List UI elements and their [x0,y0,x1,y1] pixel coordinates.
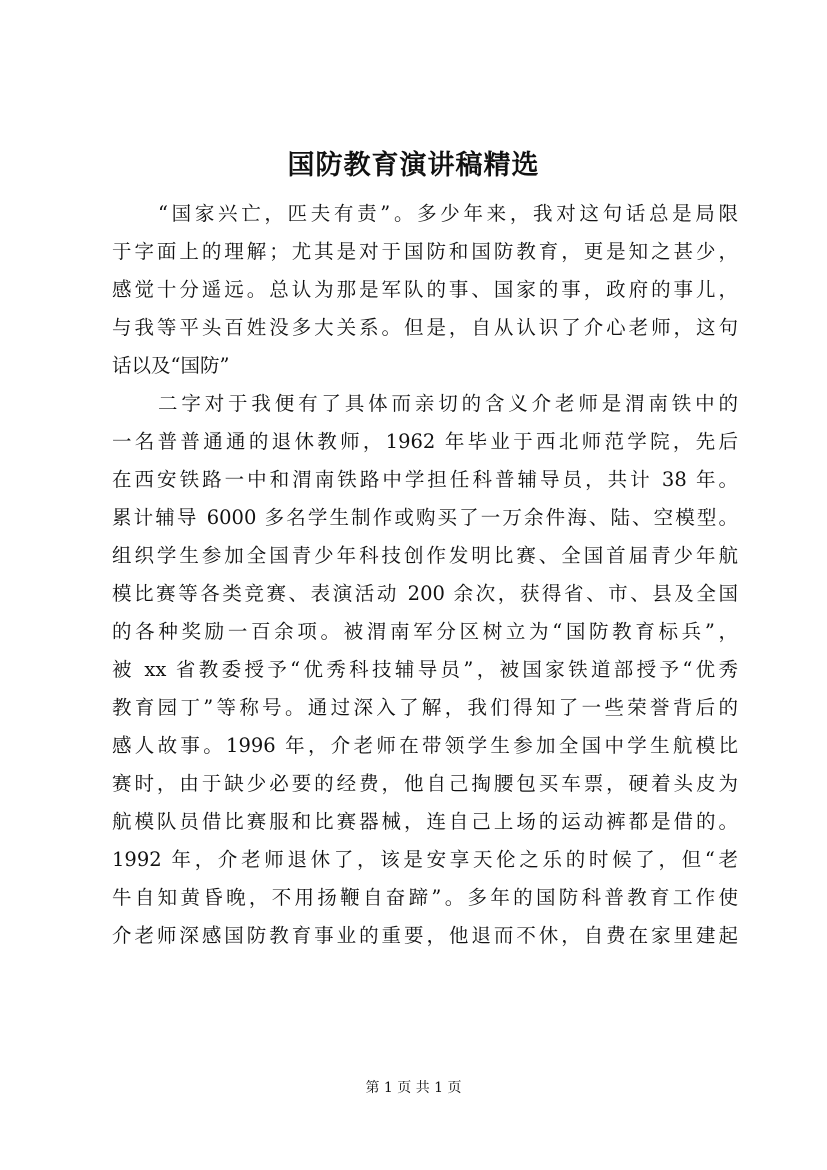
document-body [112,195,738,955]
paragraph-2-line-8: 被 xx 省教委授予“优秀科技辅导员”，被国家铁道部授予“优秀 [112,658,738,681]
paragraph-2-line-5: 组织学生参加全国青少年科技创作发明比赛、全国首届青少年航 [112,544,738,567]
paragraph-1-line-2: 于字面上的理解；尤其是对于国防和国防教育，更是知之甚少， [112,240,738,263]
page-footer: 第 1 页 共 1 页 [365,1080,462,1096]
paragraph-2-line-13: 1992 年，介老师退休了，该是安享天伦之乐的时候了，但“老 [112,848,738,871]
paragraph-2-line-14: 牛自知黄昏晚，不用扬鞭自奋蹄”。多年的国防科普教育工作使 [112,886,738,909]
paragraph-2-line-3: 在西安铁路一中和渭南铁路中学担任科普辅导员，共计 38 年。 [112,468,738,491]
paragraph-1-line-1: “国家兴亡，匹夫有责”。多少年来，我对这句话总是局限 [158,202,738,225]
paragraph-2-line-15: 介老师深感国防教育事业的重要，他退而不休，自费在家里建起 [112,924,738,947]
paragraph-2-line-4: 累计辅导 6000 多名学生制作或购买了一万余件海、陆、空模型。 [112,506,738,529]
paragraph-1-line-5: 话以及“国防” [112,354,230,377]
paragraph-2-line-9: 教育园丁”等称号。通过深入了解，我们得知了一些荣誉背后的 [112,696,738,719]
paragraph-2-line-11: 赛时，由于缺少必要的经费，他自己掏腰包买车票，硬着头皮为 [112,772,738,795]
paragraph-2-line-7: 的各种奖励一百余项。被渭南军分区树立为“国防教育标兵”， [112,620,738,643]
paragraph-2-line-1: 二字对于我便有了具体而亲切的含义介老师是渭南铁中的 [158,392,738,415]
paragraph-2-line-10: 感人故事。1996 年，介老师在带领学生参加全国中学生航模比 [112,734,738,757]
paragraph-1-line-4: 与我等平头百姓没多大关系。但是，自从认识了介心老师，这句 [112,316,738,339]
document-title: 国防教育演讲稿精选 [287,150,540,181]
paragraph-1-line-3: 感觉十分遥远。总认为那是军队的事、国家的事，政府的事儿， [112,278,738,301]
paragraph-2-line-6: 模比赛等各类竞赛、表演活动 200 余次，获得省、市、县及全国 [112,582,738,605]
paragraph-2-line-2: 一名普普通通的退休教师，1962 年毕业于西北师范学院，先后 [112,430,738,453]
paragraph-2-line-12: 航模队员借比赛服和比赛器械，连自己上场的运动裤都是借的。 [112,810,738,833]
